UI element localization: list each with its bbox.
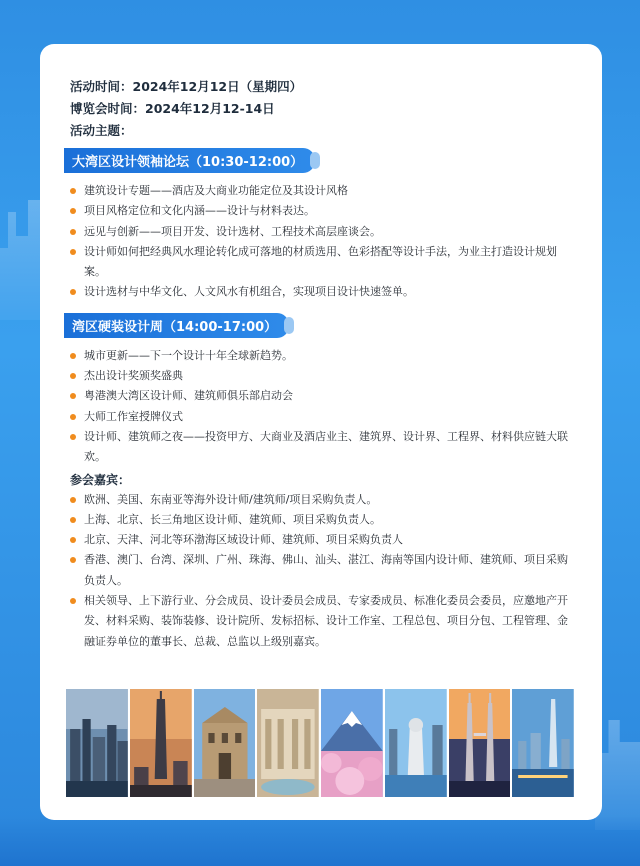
night-bay-photo	[512, 689, 574, 797]
section-design-week-title: 湾区硬装设计周（14:00-17:00）	[64, 313, 289, 338]
bullet-dot	[70, 517, 76, 523]
list-item-text: 相关领导、上下游行业、分会成员、设计委员会成员、专家委成员、标准化委员会委员，应邀地产开发、材料采购、装饰装修、设计院所、发标招标、设计工作室、工程总包、项目分包、工程管理、金融证券单位的董事长、总裁、总监以上级别嘉宾。	[84, 594, 568, 648]
theme-label: 活动主题：	[70, 123, 133, 138]
guests-label: 参会嘉宾：	[70, 472, 131, 487]
bullet-dot	[70, 557, 76, 563]
list-item-text: 城市更新——下一个设计十年全球新趋势。	[84, 348, 293, 362]
expo-time-value: 2024年12月12-14日	[145, 101, 275, 116]
bullet-dot	[70, 373, 76, 379]
activity-time-value: 2024年12月12日（星期四）	[132, 79, 303, 94]
activity-time	[70, 76, 572, 98]
list-item-text: 欧洲、美国、东南亚等海外设计师/建筑师/项目采购负责人。	[84, 492, 378, 506]
bullet-dot	[70, 188, 76, 194]
list-item-text: 项目风格定位和文化内涵——设计与材料表达。	[84, 204, 315, 218]
list-item	[70, 201, 572, 221]
list-item	[70, 282, 572, 302]
city-photo-strip	[66, 689, 574, 797]
list-item	[70, 181, 572, 201]
list-item	[70, 242, 572, 283]
bullet-dot	[70, 208, 76, 214]
bullet-dot	[70, 289, 76, 295]
list-item	[70, 222, 572, 242]
list-item-text: 北京、天津、河北等环渤海区域设计师、建筑师、项目采购负责人	[84, 533, 403, 547]
bullet-dot	[70, 434, 76, 440]
list-item	[70, 550, 572, 591]
bullet-dot	[70, 249, 76, 255]
bullet-dot	[70, 393, 76, 399]
list-item-text: 大师工作室授牌仪式	[84, 409, 183, 423]
city-skyline-photo	[66, 689, 128, 797]
list-item	[70, 530, 572, 550]
expo-time	[70, 98, 572, 120]
list-item-text: 远见与创新——项目开发、设计选材、工程技术高层座谈会。	[84, 224, 381, 238]
bullet-dot	[70, 414, 76, 420]
guest-list	[70, 490, 572, 652]
expo-time-label: 博览会时间：	[70, 101, 146, 116]
macau-ruins-photo	[194, 689, 256, 797]
bottom-gradient	[0, 816, 640, 866]
list-item	[70, 346, 572, 366]
list-item-text: 设计师如何把经典风水理论转化成可落地的材质选用、色彩搭配等设计手法，为业主打造设计规划案。	[84, 244, 557, 279]
forum-topic-list	[70, 181, 572, 303]
content-card	[40, 44, 602, 820]
activity-time-label: 活动时间：	[70, 79, 133, 94]
list-item-text: 粤港澳大湾区设计师、建筑师俱乐部启动会	[84, 389, 293, 403]
list-item	[70, 427, 572, 468]
bullet-dot	[70, 598, 76, 604]
petronas-towers-photo	[449, 689, 511, 797]
list-item-text: 上海、北京、长三角地区设计师、建筑师、项目采购负责人。	[84, 512, 381, 526]
list-item-text: 香港、澳门、台湾、深圳、广州、珠海、佛山、汕头、湛江、海南等国内设计师、建筑师、项目采购负责人。	[84, 553, 568, 587]
skyline-decoration-left	[0, 200, 40, 320]
list-item	[70, 366, 572, 386]
list-item	[70, 407, 572, 427]
list-item	[70, 490, 572, 510]
list-item-text: 设计师、建筑师之夜——投资甲方、大商业及酒店业主、建筑界、设计界、工程界、材料供应链大联欢。	[84, 429, 568, 464]
design-week-list	[70, 346, 572, 468]
bullet-dot	[70, 537, 76, 543]
european-palace-photo	[257, 689, 319, 797]
list-item	[70, 591, 572, 652]
list-item	[70, 510, 572, 530]
mount-fuji-photo	[321, 689, 383, 797]
taipei-tower-photo	[130, 689, 192, 797]
list-item-text: 设计选材与中华文化、人文风水有机组合，实现项目设计快速签单。	[84, 285, 414, 299]
bullet-dot	[70, 229, 76, 235]
bullet-dot	[70, 497, 76, 503]
list-item-text: 建筑设计专题——酒店及大商业功能定位及其设计风格	[84, 184, 348, 197]
list-item	[70, 386, 572, 406]
section-forum-title: 大湾区设计领袖论坛（10:30-12:00）	[64, 148, 315, 173]
merlion-photo	[385, 689, 447, 797]
list-item-text: 杰出设计奖颁奖盛典	[84, 369, 183, 383]
bullet-dot	[70, 353, 76, 359]
